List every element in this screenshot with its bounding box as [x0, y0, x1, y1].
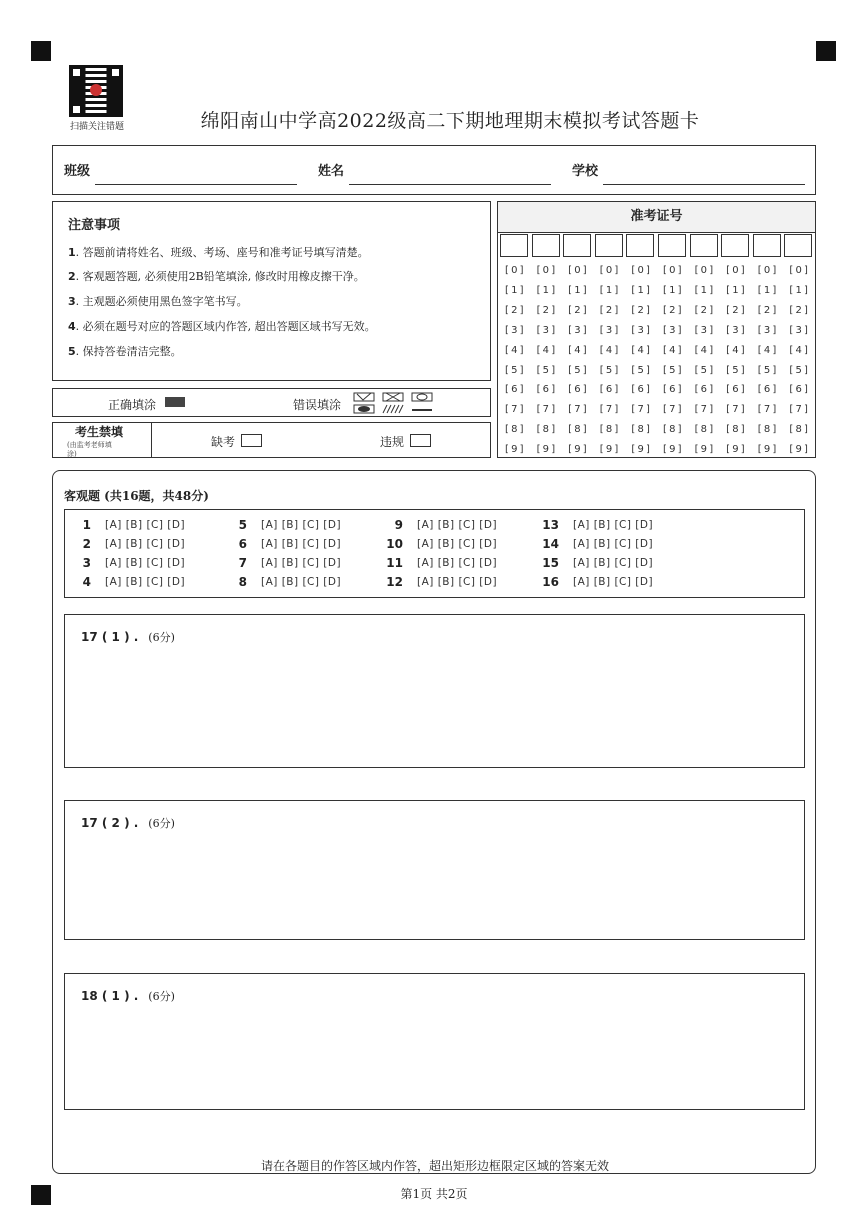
admission-number-box [497, 201, 816, 458]
class-label: 班级 [64, 164, 91, 179]
admission-digit-input[interactable] [563, 234, 591, 257]
note-item: 1. 答题前请将姓名、班级、考场、座号和准考证号填写清楚。 [68, 246, 369, 259]
admission-bubble[interactable]: [ 0 ] [504, 265, 524, 276]
admission-bubble[interactable]: [ 9 ] [726, 444, 745, 456]
answer-title: 17 ( 2 ) . (6分) [81, 816, 175, 830]
admission-bubble[interactable]: [ 7 ] [757, 404, 776, 416]
admission-bubble[interactable]: [ 7 ] [789, 404, 808, 416]
qr-code[interactable] [70, 66, 122, 116]
admission-bubble[interactable]: [ 7 ] [504, 404, 524, 416]
question-options[interactable]: [A] [B] [C] [D] [573, 538, 654, 550]
admission-bubble[interactable]: [ 3 ] [631, 324, 650, 336]
question-number: 13 [542, 518, 559, 532]
question-number: 2 [82, 537, 91, 551]
admission-bubble[interactable]: [ 9 ] [789, 444, 808, 456]
admission-bubble[interactable]: [ 0 ] [757, 265, 776, 276]
admission-bubble[interactable]: [ 5 ] [504, 364, 524, 376]
admission-bubble[interactable]: [ 6 ] [504, 384, 524, 396]
admission-bubble[interactable]: [ 0 ] [789, 265, 808, 276]
violation-label: 违规 [380, 435, 405, 449]
admission-bubble[interactable]: [ 7 ] [536, 404, 555, 416]
admission-bubble[interactable]: [ 5 ] [757, 364, 776, 376]
admission-bubble[interactable]: [ 9 ] [504, 444, 524, 456]
admission-bubble[interactable]: [ 4 ] [568, 344, 587, 356]
admission-bubble[interactable]: [ 1 ] [631, 284, 650, 296]
admission-digit-input[interactable] [784, 234, 812, 257]
corner-marker-bottom-left [31, 1185, 51, 1205]
admission-bubble[interactable]: [ 1 ] [599, 284, 618, 296]
question-options[interactable]: [A] [B] [C] [D] [261, 538, 342, 550]
admission-bubble[interactable]: [ 2 ] [568, 304, 587, 316]
admission-bubble[interactable]: [ 7 ] [694, 404, 713, 416]
question-options[interactable]: [A] [B] [C] [D] [105, 538, 186, 550]
question-options[interactable]: [A] [B] [C] [D] [105, 576, 186, 588]
admission-bubble[interactable]: [ 1 ] [504, 284, 524, 296]
fill-example-box [52, 388, 491, 417]
answer-area [52, 470, 816, 1174]
admission-bubble[interactable]: [ 4 ] [631, 344, 650, 356]
admission-digit-input[interactable] [626, 234, 654, 257]
absent-checkbox[interactable] [241, 434, 262, 447]
admission-bubble[interactable]: [ 2 ] [536, 304, 555, 316]
admission-bubble[interactable]: [ 8 ] [726, 424, 745, 436]
question-number: 5 [238, 518, 247, 532]
name-field[interactable] [349, 184, 551, 185]
admission-bubble[interactable]: [ 4 ] [757, 344, 776, 356]
page-number: 第1页 共2页 [400, 1187, 468, 1201]
admission-bubble[interactable]: [ 3 ] [568, 324, 587, 336]
admission-bubble[interactable]: [ 9 ] [631, 444, 650, 456]
question-number: 6 [238, 537, 247, 551]
question-options[interactable]: [A] [B] [C] [D] [417, 576, 498, 588]
admission-bubble[interactable]: [ 6 ] [599, 384, 618, 396]
admission-bubble[interactable]: [ 3 ] [599, 324, 618, 336]
wrong-fill-samples-icon [353, 392, 435, 414]
note-item: 5. 保持答卷清洁完整。 [68, 345, 182, 358]
admission-bubble[interactable]: [ 4 ] [789, 344, 808, 356]
admission-bubble[interactable]: [ 4 ] [662, 344, 682, 356]
admission-bubble[interactable]: [ 6 ] [789, 384, 808, 396]
admission-bubble[interactable]: [ 9 ] [599, 444, 618, 456]
absent-label: 缺考 [211, 435, 236, 449]
admission-bubble[interactable]: [ 4 ] [536, 344, 555, 356]
admission-bubble[interactable]: [ 1 ] [789, 284, 808, 296]
admission-digit-input[interactable] [658, 234, 686, 257]
admission-bubble[interactable]: [ 6 ] [694, 384, 713, 396]
question-options[interactable]: [A] [B] [C] [D] [573, 576, 654, 588]
admission-bubble[interactable]: [ 1 ] [662, 284, 682, 296]
admission-bubble[interactable]: [ 9 ] [694, 444, 713, 456]
note-item: 3. 主观题必须使用黑色签字笔书写。 [68, 295, 248, 308]
admission-bubble[interactable]: [ 8 ] [789, 424, 808, 436]
proctor-note: (由监考老师填涂) [67, 441, 112, 458]
admission-bubble[interactable]: [ 8 ] [536, 424, 555, 436]
answer-title: 17 ( 1 ) . (6分) [81, 630, 175, 644]
admission-bubble[interactable]: [ 0 ] [694, 265, 713, 276]
admission-bubble[interactable]: [ 5 ] [599, 364, 618, 376]
question-number: 16 [542, 575, 559, 589]
note-item: 2. 客观题答题, 必须使用2B铅笔填涂, 修改时用橡皮擦干净。 [68, 270, 365, 283]
question-number: 12 [386, 575, 403, 589]
proctor-title: 考生禁填 [75, 425, 124, 439]
admission-bubble[interactable]: [ 2 ] [757, 304, 776, 316]
objective-grid [64, 509, 805, 598]
admission-bubble[interactable]: [ 3 ] [504, 324, 524, 336]
answer-box-17-1[interactable] [64, 614, 805, 768]
school-field[interactable] [603, 184, 805, 185]
admission-bubble[interactable]: [ 4 ] [599, 344, 618, 356]
corner-marker-top-left [31, 41, 51, 61]
admission-bubble[interactable]: [ 0 ] [726, 265, 745, 276]
admission-bubble[interactable]: [ 6 ] [568, 384, 587, 396]
question-number: 9 [394, 518, 403, 532]
admission-bubble[interactable]: [ 4 ] [726, 344, 745, 356]
admission-bubble[interactable]: [ 0 ] [568, 265, 587, 276]
violation-checkbox[interactable] [410, 434, 431, 447]
admission-bubble[interactable]: [ 7 ] [568, 404, 587, 416]
name-label: 姓名 [318, 164, 345, 179]
question-options[interactable]: [A] [B] [C] [D] [105, 519, 186, 531]
answer-box-17-2[interactable] [64, 800, 805, 940]
admission-bubble[interactable]: [ 8 ] [568, 424, 587, 436]
admission-bubble[interactable]: [ 1 ] [726, 284, 745, 296]
admission-bubble[interactable]: [ 6 ] [662, 384, 682, 396]
admission-digit-input[interactable] [690, 234, 718, 257]
notes-title: 注意事项 [68, 218, 121, 233]
note-item: 4. 必须在题号对应的答题区域内作答, 超出答题区域书写无效。 [68, 320, 376, 333]
admission-bubble[interactable]: [ 6 ] [631, 384, 650, 396]
admission-bubble[interactable]: [ 7 ] [599, 404, 618, 416]
qr-label: 扫描关注错题 [69, 122, 124, 132]
proctor-box [52, 422, 491, 458]
question-number: 11 [386, 556, 403, 570]
admission-bubble[interactable]: [ 3 ] [536, 324, 555, 336]
admission-bubble[interactable]: [ 3 ] [694, 324, 713, 336]
question-options[interactable]: [A] [B] [C] [D] [261, 576, 342, 588]
answer-box-18-1[interactable] [64, 973, 805, 1110]
admission-digit-input[interactable] [753, 234, 781, 257]
admission-bubble[interactable]: [ 7 ] [726, 404, 745, 416]
admission-bubble[interactable]: [ 0 ] [599, 265, 618, 276]
admission-bubble[interactable]: [ 1 ] [694, 284, 713, 296]
admission-bubble[interactable]: [ 0 ] [662, 265, 682, 276]
admission-bubble[interactable]: [ 2 ] [726, 304, 745, 316]
question-number: 1 [82, 518, 91, 532]
question-number: 8 [238, 575, 247, 589]
admission-bubble[interactable]: [ 9 ] [568, 444, 587, 456]
admission-bubble[interactable]: [ 8 ] [757, 424, 776, 436]
objective-title: 客观题 (共16题，共48分) [64, 489, 209, 503]
admission-bubble[interactable]: [ 6 ] [536, 384, 555, 396]
admission-bubble[interactable]: [ 3 ] [789, 324, 808, 336]
question-options[interactable]: [A] [B] [C] [D] [105, 557, 186, 569]
admission-bubble[interactable]: [ 2 ] [789, 304, 808, 316]
admission-bubble[interactable]: [ 1 ] [568, 284, 587, 296]
admission-bubble[interactable]: [ 0 ] [536, 265, 555, 276]
admission-digit-input[interactable] [595, 234, 623, 257]
correct-fill-label: 正确填涂 [108, 398, 157, 412]
admission-bubble[interactable]: [ 3 ] [757, 324, 776, 336]
admission-bubble[interactable]: [ 6 ] [726, 384, 745, 396]
admission-bubble[interactable]: [ 8 ] [504, 424, 524, 436]
admission-bubble[interactable]: [ 5 ] [631, 364, 650, 376]
admission-digit-input[interactable] [532, 234, 560, 257]
question-options[interactable]: [A] [B] [C] [D] [261, 557, 342, 569]
admission-bubble[interactable]: [ 5 ] [694, 364, 713, 376]
admission-bubble[interactable]: [ 3 ] [726, 324, 745, 336]
question-options[interactable]: [A] [B] [C] [D] [417, 557, 498, 569]
admission-bubble[interactable]: [ 0 ] [631, 265, 650, 276]
notes-box [52, 201, 491, 381]
admission-bubble[interactable]: [ 9 ] [662, 444, 682, 456]
admission-bubble[interactable]: [ 5 ] [662, 364, 682, 376]
admission-bubble[interactable]: [ 5 ] [726, 364, 745, 376]
page-title: 绵阳南山中学高2022级高二下期地理期末模拟考试答题卡 [200, 110, 700, 132]
admission-bubble[interactable]: [ 6 ] [757, 384, 776, 396]
admission-bubble[interactable]: [ 1 ] [757, 284, 776, 296]
admission-bubble[interactable]: [ 9 ] [757, 444, 776, 456]
admission-bubble[interactable]: [ 4 ] [694, 344, 713, 356]
answer-title: 18 ( 1 ) . (6分) [81, 989, 175, 1003]
admission-bubble[interactable]: [ 8 ] [662, 424, 682, 436]
admission-bubble[interactable]: [ 2 ] [631, 304, 650, 316]
admission-bubble[interactable]: [ 8 ] [694, 424, 713, 436]
admission-bubble[interactable]: [ 9 ] [536, 444, 555, 456]
admission-bubble[interactable]: [ 2 ] [694, 304, 713, 316]
admission-bubble[interactable]: [ 8 ] [631, 424, 650, 436]
admission-title: 准考证号 [498, 202, 815, 233]
correct-fill-sample [165, 397, 185, 407]
admission-bubble[interactable]: [ 7 ] [662, 404, 682, 416]
footer-warning: 请在各题目的作答区域内作答，超出矩形边框限定区域的答案无效 [260, 1159, 609, 1173]
school-label: 学校 [572, 164, 599, 179]
admission-bubble[interactable]: [ 8 ] [599, 424, 618, 436]
admission-bubble[interactable]: [ 5 ] [536, 364, 555, 376]
question-number: 4 [82, 575, 91, 589]
admission-bubble[interactable]: [ 7 ] [631, 404, 650, 416]
class-field[interactable] [95, 184, 297, 185]
question-options[interactable]: [A] [B] [C] [D] [417, 519, 498, 531]
admission-digit-input[interactable] [500, 234, 528, 257]
student-info-box [52, 145, 816, 195]
corner-marker-top-right [816, 41, 836, 61]
admission-bubble[interactable]: [ 5 ] [568, 364, 587, 376]
admission-bubble[interactable]: [ 2 ] [504, 304, 524, 316]
question-number: 10 [386, 537, 403, 551]
question-number: 14 [542, 537, 559, 551]
wrong-fill-label: 错误填涂 [293, 398, 342, 412]
question-options[interactable]: [A] [B] [C] [D] [573, 519, 654, 531]
admission-bubble[interactable]: [ 2 ] [662, 304, 682, 316]
admission-bubble[interactable]: [ 2 ] [599, 304, 618, 316]
admission-bubble[interactable]: [ 1 ] [536, 284, 555, 296]
question-number: 7 [238, 556, 247, 570]
question-number: 3 [82, 556, 91, 570]
question-options[interactable]: [A] [B] [C] [D] [261, 519, 342, 531]
question-number: 15 [542, 556, 559, 570]
admission-bubble[interactable]: [ 5 ] [789, 364, 808, 376]
admission-digit-input[interactable] [721, 234, 749, 257]
admission-bubble[interactable]: [ 3 ] [662, 324, 682, 336]
question-options[interactable]: [A] [B] [C] [D] [417, 538, 498, 550]
question-options[interactable]: [A] [B] [C] [D] [573, 557, 654, 569]
admission-bubble[interactable]: [ 4 ] [504, 344, 524, 356]
